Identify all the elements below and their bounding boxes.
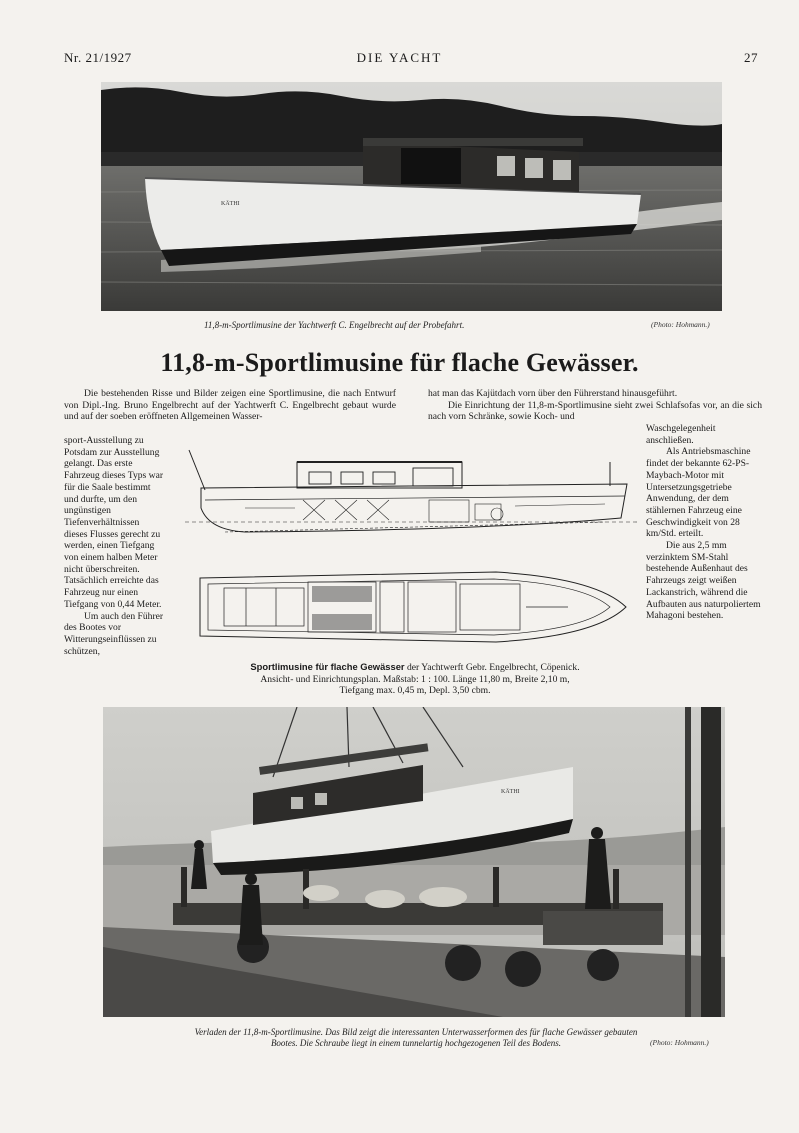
- trial-run-photo: [101, 82, 722, 311]
- trial-boat-name: KÄTHI: [221, 201, 240, 207]
- article-right-intro-text-1: hat man das Kajütdach vorn über den Führerstand hinausgeführt.: [428, 388, 678, 399]
- page-number: 27: [744, 50, 758, 65]
- trial-photo-caption: 11,8-m-Sportlimusine der Yachtwerft C. Engelbrecht auf der Probefahrt.: [204, 320, 465, 330]
- article-left-narrow: [64, 435, 164, 657]
- plan-caption-line3: Tiefgang max. 0,45 m, Depl. 3,50 cbm.: [339, 685, 491, 697]
- article-headline: 11,8-m-Sportlimusine für flache Gewässer.: [160, 348, 639, 377]
- article-right-narrow: [646, 423, 762, 622]
- deck-plan-drawing: [196, 568, 628, 646]
- article-right-intro-text-2: Die Einrichtung der 11,8-m-Sportlimusine sieht zwei Schlafsofas vor, an die sich nach vorn Schränke, sowie Koch- und: [428, 399, 762, 423]
- article-right-narrow-text-1: Waschgelegenheit anschließen.: [646, 423, 716, 446]
- article-left-narrow-text-2: Um auch den Führer des Bootes vor Witterungseinflüssen zu schützen,: [64, 610, 164, 657]
- article-left-intro: [64, 388, 396, 423]
- magazine-title: DIE YACHT: [356, 50, 443, 65]
- plan-caption-yard: der Yachtwerft Gebr. Engelbrecht, Cöpenick.: [404, 662, 580, 673]
- article-right-narrow-text-3: Die aus 2,5 mm verzinktem SM-Stahl bestehende Außenhaut des Fahrzeugs zeigt weißen Lackanstrich, während die Aufbauten aus naturpoliertem Mahagoni bestehen.: [646, 540, 761, 622]
- loading-caption-line1: Verladen der 11,8-m-Sportlimusine. Das Bild zeigt die interessanten Unterwasserformen des für flache Gewässer gebauten: [194, 1027, 638, 1037]
- loading-caption-line2: Bootes. Die Schraube liegt in einem tunnelartig hochgezogenen Teil des Bodens.: [270, 1038, 562, 1048]
- loading-photo: [103, 707, 725, 1017]
- loading-boat-name: KÄTHI: [501, 789, 520, 795]
- trial-photo-credit: (Photo: Hohmann.): [651, 320, 710, 329]
- loading-photo-caption: [106, 1027, 726, 1049]
- article-left-intro-text: Die bestehenden Risse und Bilder zeigen eine Sportlimusine, die nach Entwurf von Dipl.-Ing. Bruno Engelbrecht auf der Yachtwerft C. Engelbrecht gebaut wurde und auf der soeben eröffneten Allgemeinen Wasser-: [64, 388, 396, 423]
- article-right-intro: [428, 388, 762, 423]
- plan-caption-title: Sportlimusine für flache Gewässer: [250, 661, 405, 672]
- side-elevation-drawing: [185, 448, 640, 548]
- article-right-narrow-text-2: Als Antriebsmaschine findet der bekannte 62-PS-Maybach-Motor mit Untersetzungsgetriebe Anwendung, der dem stählernen Fahrzeug eine Geschwindigkeit von 28 km/Std. erteilt.: [646, 446, 751, 540]
- plan-caption-line2: Ansicht- und Einrichtungsplan. Maßstab: 1 : 100. Länge 11,80 m, Breite 2,10 m,: [260, 673, 570, 685]
- article-left-narrow-text-1: sport-Ausstellung zu Potsdam zur Ausstellung gelangt. Das erste Fahrzeug dieses Typs war für die Saale bestimmt und durfte, um den ungünstigen Tiefenverhältnissen dieses Flusses gerecht zu werden, einen Tiefgang von einem halben Meter nicht überschreiten. Tatsächlich erreichte das Fahrzeug nur einen Tiefgang von 0,44 Meter.: [64, 435, 164, 610]
- issue-number: Nr. 21/1927: [64, 50, 132, 65]
- plan-caption: [180, 661, 650, 697]
- loading-photo-credit: (Photo: Hohmann.): [650, 1038, 709, 1047]
